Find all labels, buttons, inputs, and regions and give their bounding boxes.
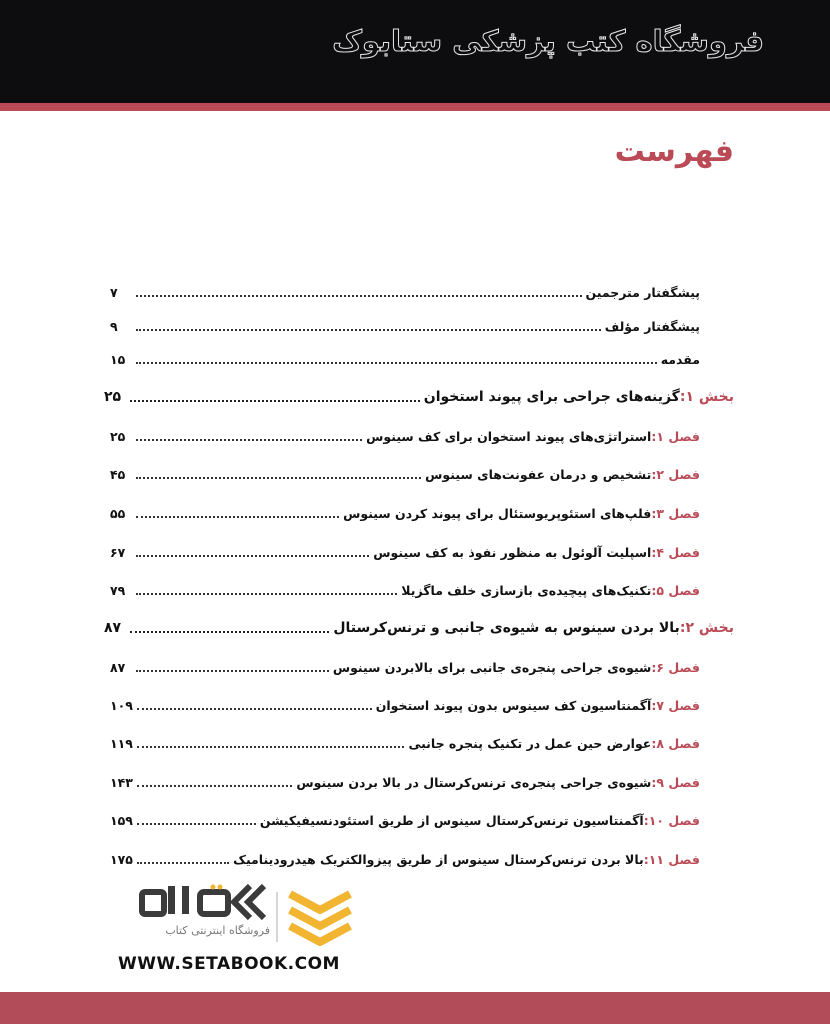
toc-page-number: ۴۵ [110,466,126,482]
toc-part-row [104,616,734,640]
page-title: فهرست [614,134,734,169]
toc-entry-prefix: فصل ۱۱: [643,851,700,867]
toc-page-number: ۱۷۵ [110,851,133,867]
toc-page-number: ۱۰۹ [110,697,133,713]
toc-page-number: ۸۷ [110,659,126,675]
toc-dot-leader [130,400,420,402]
toc-chapter-row [110,578,700,602]
toc-chapter-row [110,731,700,755]
toc-chapter-row [110,770,700,794]
toc-page-number: ۵۵ [110,505,126,521]
toc-chapter-row [110,655,700,679]
toc-entry-title: شیوه‌ی جراحی پنجره‌ی جانبی برای بالابردن سینوس [332,659,652,675]
toc-entry-prefix: فصل ۱۰: [643,812,700,828]
toc-chapter-row [110,847,700,871]
toc-entry-prefix: بخش ۱: [679,389,734,405]
toc-entry-title: تشخیص و درمان عفونت‌های سینوس [425,466,652,482]
website-url: WWW.SETABOOK.COM [118,954,340,974]
toc-page-number: ۱۱۹ [110,735,133,751]
toc-dot-leader [137,862,229,864]
toc-entry-title: آگمنتاسیون کف سینوس بدون پیوند استخوان [375,697,652,713]
toc-entry-title: پیشگفتار مؤلف [604,318,700,334]
toc-dot-leader [137,746,405,748]
toc-page-number: ۲۵ [104,389,122,405]
toc-chapter-row [110,808,700,832]
toc-entry-prefix: فصل ۱: [651,428,700,444]
toc-entry-prefix: فصل ۷: [651,697,700,713]
header-bar [0,0,830,103]
toc-dot-leader [130,631,329,633]
toc-dot-leader [136,670,329,672]
toc-entry-prefix: فصل ۲: [651,466,700,482]
toc-chapter-row [110,540,700,564]
logo-divider [276,892,278,942]
toc-entry-title: پیشگفتار مترجمین [585,284,700,300]
toc-entry-prefix: فصل ۴: [651,544,700,560]
toc-page-number: ۱۴۳ [110,774,133,790]
toc-dot-leader [136,477,421,479]
toc-entry-prefix: فصل ۳: [651,505,700,521]
toc-entry-row [110,314,700,338]
toc-entry-prefix: فصل ۵: [651,582,700,598]
setabook-wordmark-icon [138,882,273,922]
toc-chapter-row [110,424,700,448]
toc-entry-title: عوارض حین عمل در تکنیک پنجره جانبی [408,735,652,751]
toc-part-row [104,385,734,409]
toc-dot-leader [136,516,339,518]
toc-entry-prefix: بخش ۲: [679,620,734,636]
toc-entry-title: اسپلیت آلوئول به منظور نفوذ به کف سینوس [373,544,652,560]
toc-page-number: ۷ [110,284,118,300]
toc-dot-leader [136,593,397,595]
toc-entry-title: فلپ‌های استئوپریوستئال برای پیوند کردن سینوس [343,505,652,521]
toc-dot-leader [136,555,369,557]
toc-entry-title: شیوه‌ی جراحی پنجره‌ی ترنس‌کرستال در بالا بردن سینوس [296,774,652,790]
toc-entry-row [110,280,700,304]
toc-page-number: ۱۵ [110,351,126,367]
header-accent-stripe [0,103,830,111]
toc-entry-title: تکنیک‌های پیچیده‌ی بازسازی خلف ماگزیلا [401,582,652,598]
toc-entry-row [110,347,700,371]
toc-entry-prefix: فصل ۶: [651,659,700,675]
toc-entry-prefix: فصل ۹: [651,774,700,790]
toc-dot-leader [136,329,601,331]
chevron-stack-icon [284,886,356,946]
logo-tagline: فروشگاه اینترنتی کتاب [165,924,270,937]
toc-dot-leader [137,708,372,710]
toc-chapter-row [110,462,700,486]
toc-entry-title: بالا بردن سینوس به شیوه‌ی جانبی و ترنس‌کرستال [333,620,680,636]
toc-dot-leader [136,295,582,297]
toc-dot-leader [137,823,256,825]
toc-dot-leader [136,439,362,441]
toc-page-number: ۱۵۹ [110,812,133,828]
toc-page-number: ۷۹ [110,582,126,598]
footer-bar [0,992,830,1024]
toc-dot-leader [136,362,657,364]
toc-page-number: ۸۷ [104,620,122,636]
toc-page-number: ۶۷ [110,544,126,560]
header-title: فروشگاه کتب پزشکی ستابوک [332,24,764,58]
toc-entry-title: آگمنتاسیون ترنس‌کرستال سینوس از طریق استئودنسیفیکیشن [259,812,644,828]
toc-entry-title: گزینه‌های جراحی برای پیوند استخوان [423,389,680,405]
toc-chapter-row [110,501,700,525]
toc-entry-title: استراتژی‌های پیوند استخوان برای کف سینوس [366,428,652,444]
toc-dot-leader [137,785,293,787]
toc-page-number: ۹ [110,318,118,334]
toc-entry-title: مقدمه [660,351,700,367]
toc-page-number: ۲۵ [110,428,126,444]
toc-entry-title: بالا بردن ترنس‌کرستال سینوس از طریق پیزوالکتریک هیدرودینامیک [233,851,644,867]
toc-entry-prefix: فصل ۸: [651,735,700,751]
toc-chapter-row [110,693,700,717]
